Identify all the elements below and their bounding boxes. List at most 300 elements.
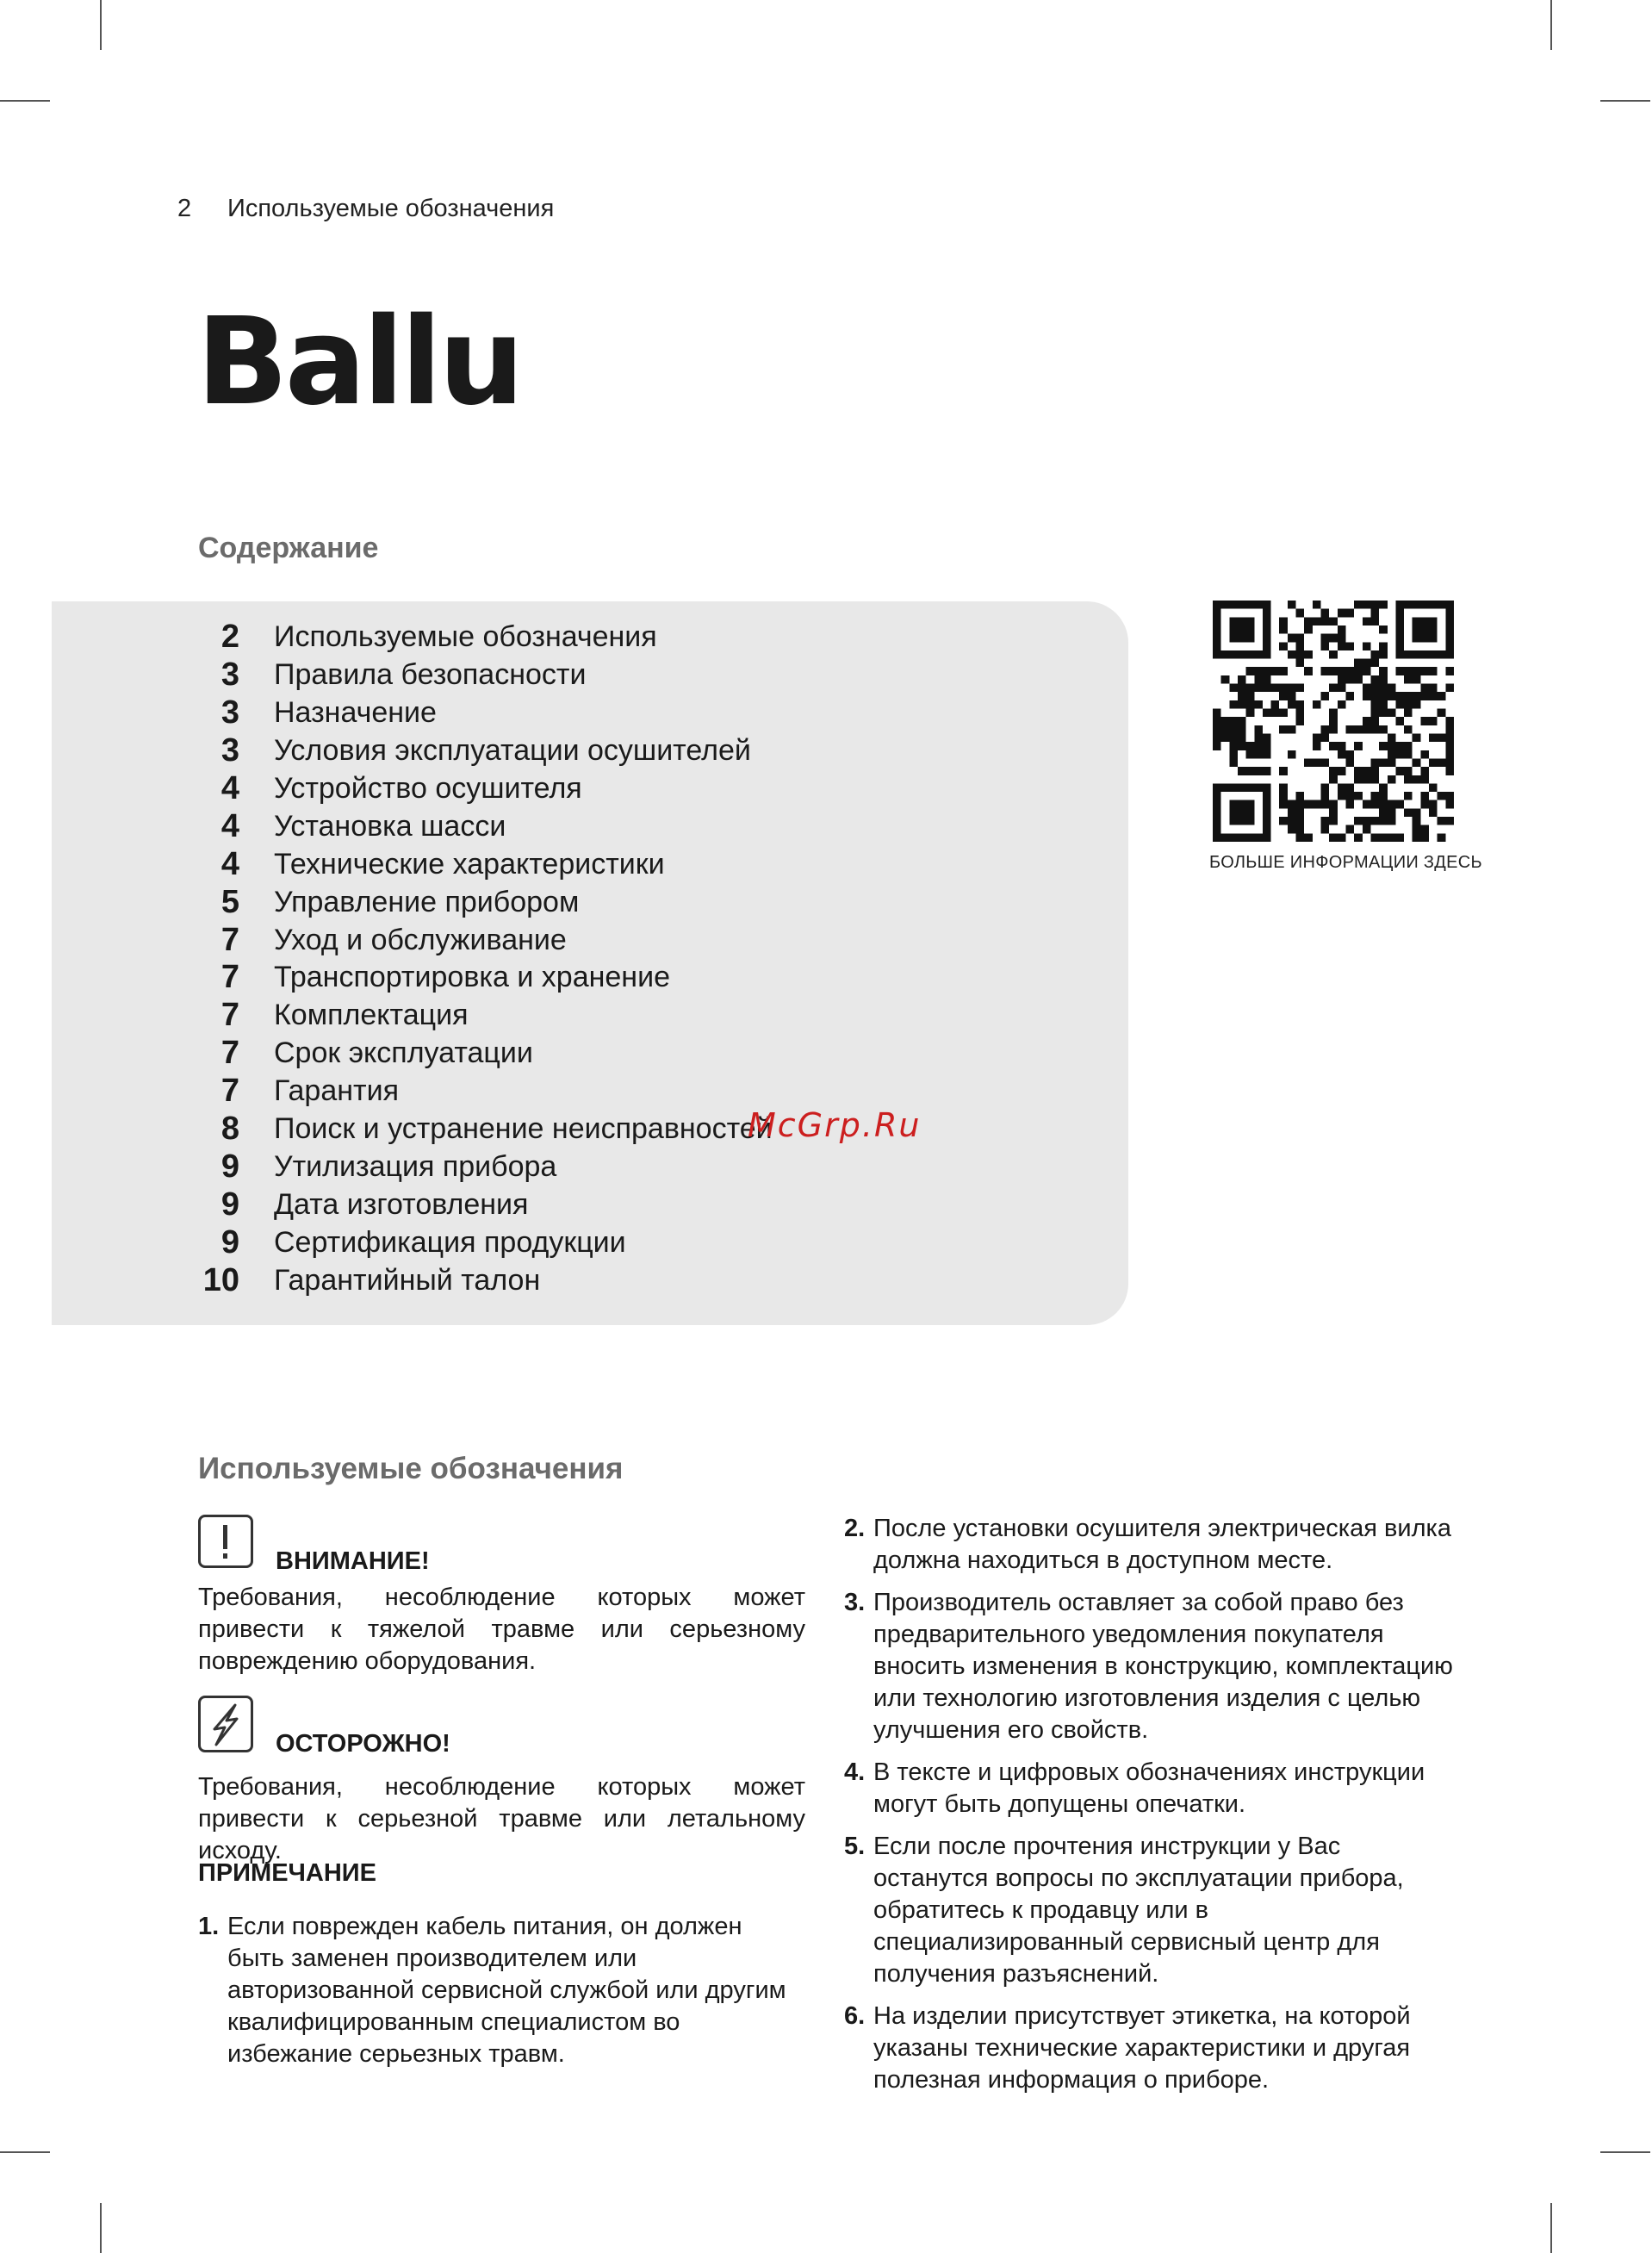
toc-item[interactable] [198,1111,773,1148]
toc-item-label: Используемые обозначения [274,620,657,654]
qr-module [1413,700,1421,709]
qr-module [1238,684,1246,693]
qr-module [1263,650,1271,659]
toc-item-label: Гарантийный талон [274,1263,541,1297]
toc-item[interactable] [198,959,773,997]
qr-module [1413,675,1421,684]
qr-module [1213,742,1221,750]
qr-module [1238,725,1246,734]
qr-module [1263,667,1271,675]
qr-module [1388,684,1396,693]
qr-module [1445,717,1454,725]
qr-module [1370,775,1379,784]
qr-module [1229,700,1238,709]
qr-module [1288,725,1296,734]
item-number: 5. [844,1833,866,1860]
qr-module [1213,783,1221,792]
qr-module [1429,617,1438,625]
toc-item[interactable] [198,1186,773,1223]
qr-module [1438,792,1446,800]
qr-module [1445,767,1454,775]
list-item [844,1831,1454,1990]
qr-module [1321,634,1330,643]
qr-module [1229,758,1238,767]
qr-module [1379,692,1388,700]
qr-module [1213,825,1221,834]
qr-module [1229,783,1238,792]
qr-module [1370,767,1379,775]
qr-module [1263,625,1271,634]
toc-item-label: Управление прибором [274,885,580,918]
qr-module [1288,750,1296,759]
qr-module [1246,783,1255,792]
toc-item[interactable] [198,770,773,808]
qr-module [1238,650,1246,659]
qr-module [1296,817,1305,825]
item-number: 2. [844,1515,866,1542]
qr-module [1345,609,1354,618]
qr-module [1438,733,1446,742]
qr-module [1254,733,1263,742]
qr-module [1370,692,1379,700]
qr-module [1238,700,1246,709]
qr-module [1379,808,1388,817]
qr-module [1445,667,1454,675]
toc-item[interactable] [198,883,773,921]
qr-module [1404,692,1413,700]
qr-module [1445,792,1454,800]
qr-module [1404,725,1413,734]
qr-module [1279,684,1288,693]
item-number: 3. [844,1589,866,1616]
qr-module [1288,700,1296,709]
qr-module [1413,692,1421,700]
list-item [844,1513,1454,1577]
qr-module [1279,767,1288,775]
qr-module [1246,700,1255,709]
qr-module [1263,684,1271,693]
qr-module [1213,625,1221,634]
toc-item[interactable] [198,619,773,657]
qr-module [1213,617,1221,625]
qr-module [1321,758,1330,767]
qr-module [1279,725,1288,734]
qr-module [1420,667,1429,675]
qr-module [1395,609,1404,618]
list-item [844,1757,1454,1820]
qr-module [1329,775,1338,784]
qr-module [1288,692,1296,700]
qr-module [1363,692,1371,700]
qr-module [1329,667,1338,675]
qr-module [1279,817,1288,825]
qr-module [1395,833,1404,842]
qr-module [1445,817,1454,825]
qr-module [1370,700,1379,709]
qr-module [1438,601,1446,609]
qr-module [1271,667,1280,675]
qr-module [1246,750,1255,759]
qr-module [1338,634,1346,643]
qr-module [1429,634,1438,643]
qr-module [1229,725,1238,734]
qr-module [1279,667,1288,675]
qr-module [1263,634,1271,643]
qr-module [1363,717,1371,725]
qr-module [1263,817,1271,825]
qr-module [1288,634,1296,643]
qr-module [1229,833,1238,842]
qr-module [1388,833,1396,842]
qr-module [1354,667,1363,675]
qr-module [1370,792,1379,800]
toc-item-label: Технические характеристики [274,847,665,881]
toc-item[interactable] [198,1073,773,1111]
qr-module [1213,642,1221,650]
qr-module [1263,825,1271,834]
qr-module [1395,750,1404,759]
qr-module [1304,833,1313,842]
toc-item[interactable] [198,694,773,732]
qr-module [1420,800,1429,809]
qr-module [1404,667,1413,675]
qr-module [1238,617,1246,625]
qr-module [1338,833,1346,842]
qr-module [1429,692,1438,700]
qr-module [1379,725,1388,734]
toc-page-number: 7 [220,921,239,958]
qr-module [1345,758,1354,767]
qr-module [1263,601,1271,609]
qr-module [1213,725,1221,734]
qr-module [1254,750,1263,759]
qr-module [1229,817,1238,825]
qr-module [1395,617,1404,625]
list-item [844,2001,1454,2096]
qr-module [1238,833,1246,842]
note-label: ПРИМЕЧАНИЕ [198,1859,376,1887]
qr-module [1263,808,1271,817]
qr-module [1395,650,1404,659]
qr-module [1288,601,1296,609]
qr-module [1246,817,1255,825]
qr-module [1263,750,1271,759]
qr-module [1338,609,1346,618]
qr-module [1279,642,1288,650]
qr-module [1413,817,1421,825]
toc-page-number: 9 [220,1186,239,1223]
qr-module [1313,733,1321,742]
qr-module [1370,800,1379,809]
qr-module [1271,700,1280,709]
qr-module [1246,634,1255,643]
qr-module [1379,833,1388,842]
qr-module [1429,625,1438,634]
qr-module [1321,733,1330,742]
qr-module [1296,700,1305,709]
qr-module [1263,642,1271,650]
item-text: На изделии присутствует этикетка, на которой указаны технические характеристики и другая полезная информация о приборе. [873,2002,1411,2094]
qr-module [1338,667,1346,675]
qr-module [1420,692,1429,700]
qr-module [1238,692,1246,700]
qr-module [1379,684,1388,693]
qr-module [1304,617,1313,625]
qr-module [1388,709,1396,718]
crop-mark [0,100,50,102]
qr-module [1279,709,1288,718]
qr-module [1429,667,1438,675]
qr-module [1229,717,1238,725]
qr-module [1221,733,1230,742]
toc-page-number: 7 [220,1073,239,1110]
qr-module [1329,833,1338,842]
qr-module [1404,709,1413,718]
toc-item-label: Транспортировка и хранение [274,961,670,994]
qr-module [1388,733,1396,742]
qr-module [1246,808,1255,817]
qr-module [1329,817,1338,825]
item-number: 6. [844,2002,866,2030]
toc-item[interactable] [198,1223,773,1261]
toc-page-number: 8 [220,1111,239,1148]
qr-module [1354,742,1363,750]
qr-module [1313,758,1321,767]
qr-module [1254,650,1263,659]
qr-module [1363,825,1371,834]
toc-page-number: 9 [220,1223,239,1260]
qr-module [1354,767,1363,775]
qr-module [1370,725,1379,734]
qr-module [1246,709,1255,718]
toc-item-label: Правила безопасности [274,658,587,692]
toc-item[interactable] [198,732,773,770]
qr-module [1288,825,1296,834]
qr-module [1363,659,1371,668]
qr-module [1363,601,1371,609]
qr-module [1445,750,1454,759]
qr-module [1263,833,1271,842]
qr-module [1445,617,1454,625]
qr-module [1221,675,1230,684]
crop-mark [1600,2151,1650,2153]
qr-module [1379,800,1388,809]
qr-module [1238,817,1246,825]
qr-module [1304,650,1313,659]
qr-module [1263,742,1271,750]
qr-module [1420,825,1429,834]
item-text: Если после прочтения инструкции у Вас останутся вопросы по эксплуатации прибора, обратитесь к продавцу или в специализированный сервисный центр для получения разъяснений. [873,1833,1404,1988]
warning-label: ВНИМАНИЕ! [276,1547,430,1575]
item-text: Производитель оставляет за собой право без предварительного уведомления покупателя вносить изменения в конструкцию, комплектацию или технологию изготовления изделия с целью улучшения его свойств. [873,1589,1453,1744]
qr-module [1370,758,1379,767]
qr-module [1413,808,1421,817]
toc-item-label: Уход и обслуживание [274,923,567,956]
qr-module [1296,825,1305,834]
qr-module [1288,684,1296,693]
qr-module [1370,617,1379,625]
toc-item[interactable] [198,845,773,883]
qr-module [1429,783,1438,792]
qr-caption: БОЛЬШЕ ИНФОРМАЦИИ ЗДЕСЬ [1209,853,1482,872]
qr-module [1313,700,1321,709]
qr-module [1445,733,1454,742]
qr-module [1296,709,1305,718]
qr-module [1213,833,1221,842]
toc-item-label: Установка шасси [274,809,506,843]
qr-module [1238,634,1246,643]
toc-item-label: Устройство осушителя [274,772,582,805]
qr-module [1229,750,1238,759]
qr-module [1338,792,1346,800]
qr-module [1379,625,1388,634]
qr-module [1438,758,1446,767]
qr-module [1363,642,1371,650]
qr-module [1413,625,1421,634]
qr-module [1379,792,1388,800]
qr-module [1370,817,1379,825]
toc-item[interactable] [198,1148,773,1186]
qr-module [1229,650,1238,659]
qr-module [1363,617,1371,625]
qr-module [1238,625,1246,634]
qr-module [1388,808,1396,817]
qr-module [1404,792,1413,800]
qr-module [1296,684,1305,693]
qr-module [1445,758,1454,767]
qr-module [1404,742,1413,750]
qr-module [1296,808,1305,817]
toc-item[interactable] [198,657,773,694]
qr-module [1213,800,1221,809]
qr-module [1321,692,1330,700]
qr-module [1254,767,1263,775]
item-text: В тексте и цифровых обозначениях инструкции могут быть допущены опечатки. [873,1758,1425,1818]
qr-module [1304,625,1313,634]
qr-module [1420,684,1429,693]
qr-module [1313,800,1321,809]
qr-module [1279,617,1288,625]
qr-module [1321,783,1330,792]
qr-module [1296,609,1305,618]
qr-module [1279,783,1288,792]
qr-module [1370,717,1379,725]
qr-module [1338,642,1346,650]
qr-module [1263,800,1271,809]
qr-module [1246,650,1255,659]
qr-module [1279,792,1288,800]
toc-item-label: Сертификация продукции [274,1225,626,1259]
qr-module [1379,758,1388,767]
toc-page-number: 3 [220,657,239,694]
qr-module [1379,783,1388,792]
qr-module [1395,767,1404,775]
toc-item-label: Утилизация прибора [274,1149,557,1183]
qr-module [1254,783,1263,792]
toc-item[interactable] [198,807,773,845]
qr-module [1288,800,1296,809]
qr-module [1354,601,1363,609]
qr-module [1354,817,1363,825]
qr-module [1329,767,1338,775]
toc-item[interactable] [198,921,773,959]
qr-module [1379,817,1388,825]
qr-module [1271,684,1280,693]
qr-module [1246,625,1255,634]
qr-module [1338,750,1346,759]
toc-item[interactable] [198,1035,773,1073]
qr-module [1254,725,1263,734]
qr-module [1379,667,1388,675]
qr-module [1388,692,1396,700]
qr-module [1263,792,1271,800]
qr-module [1379,709,1388,718]
qr-module [1413,775,1421,784]
qr-module [1288,817,1296,825]
qr-module [1254,684,1263,693]
qr-module [1388,758,1396,767]
qr-module [1370,675,1379,684]
toc-item[interactable] [198,1261,773,1299]
qr-module [1429,717,1438,725]
qr-module [1413,617,1421,625]
qr-module [1329,709,1338,718]
qr-module [1246,767,1255,775]
qr-module [1321,609,1330,618]
qr-module [1445,650,1454,659]
qr-module [1379,650,1388,659]
qr-module [1321,642,1330,650]
qr-module [1370,650,1379,659]
qr-module [1445,609,1454,618]
qr-module [1338,675,1346,684]
qr-module [1395,601,1404,609]
qr-module [1379,601,1388,609]
qr-module [1438,709,1446,718]
ballu-logo-svg [196,284,521,433]
item-number: 1. [198,1913,220,1940]
qr-module [1445,684,1454,693]
qr-module [1271,709,1280,718]
qr-module [1413,634,1421,643]
qr-module [1445,634,1454,643]
list-item [198,1911,805,2070]
item-text: Если поврежден кабель питания, он должен быть заменен производителем или авторизованной сервисной службой или другим квалифицированным специалистом во избежание серьезных травм. [227,1913,786,2068]
qr-module [1420,775,1429,784]
qr-module [1229,742,1238,750]
qr-module [1338,783,1346,792]
qr-module [1429,808,1438,817]
toc-page-number: 7 [220,1035,239,1072]
qr-module [1420,792,1429,800]
qr-module [1238,783,1246,792]
qr-code[interactable] [1213,601,1454,842]
toc-item-label: Назначение [274,696,437,730]
qr-module [1263,733,1271,742]
qr-module [1388,742,1396,750]
qr-module [1354,659,1363,668]
qr-module [1296,650,1305,659]
watermark: McGrp.Ru [748,1106,922,1144]
qr-module [1404,700,1413,709]
qr-module [1429,800,1438,809]
qr-module [1413,733,1421,742]
qr-module [1395,642,1404,650]
list-item [844,1587,1454,1746]
qr-module [1304,667,1313,675]
item-number: 4. [844,1758,866,1786]
toc-item[interactable] [198,997,773,1035]
